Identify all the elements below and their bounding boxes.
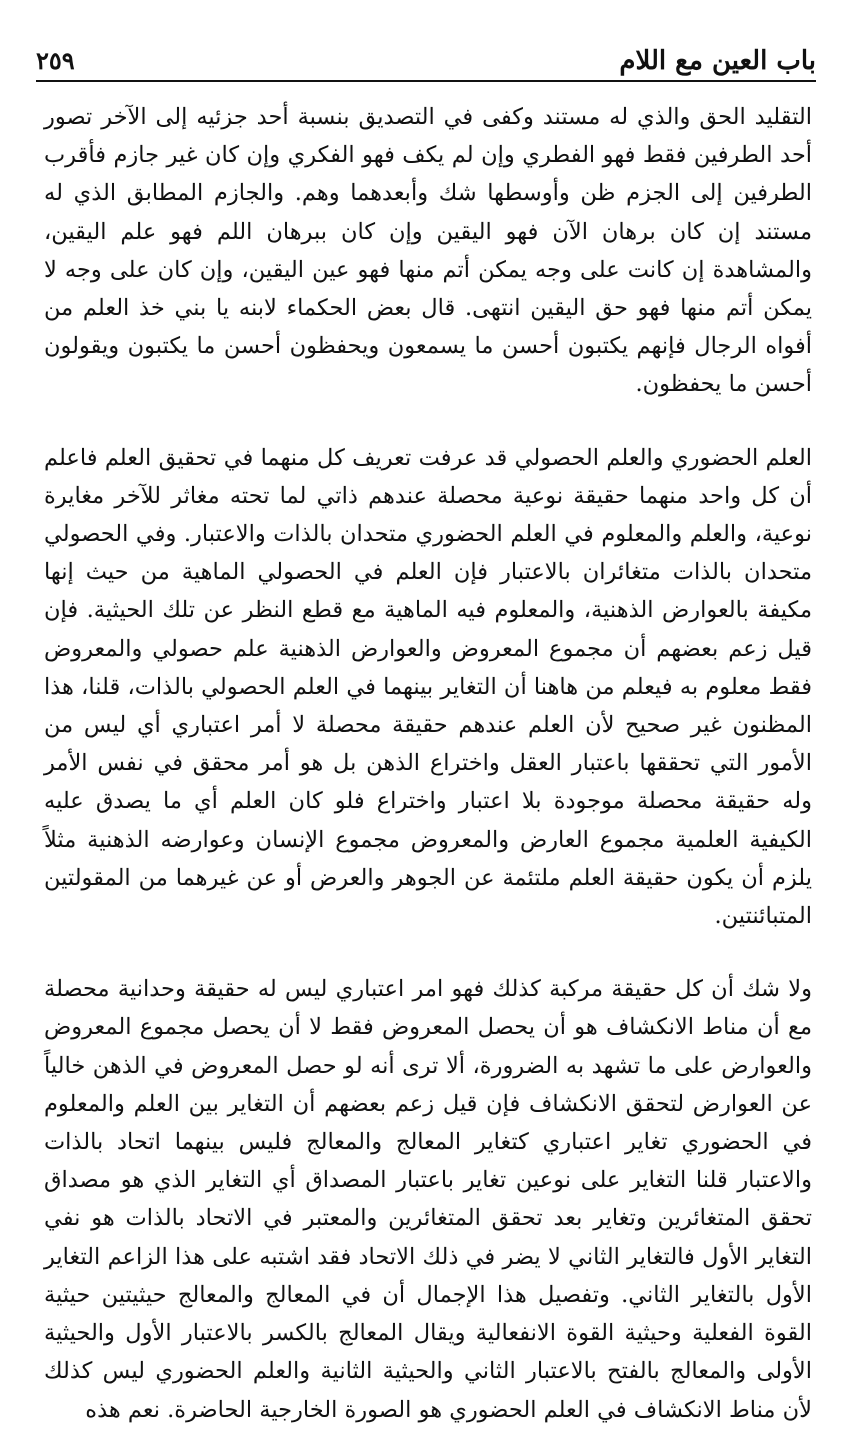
page-number: ٢٥٩ (36, 46, 75, 75)
running-header (36, 42, 816, 76)
paragraph: العلم الحضوري والعلم الحصولي قد عرفت تعريف كل منهما في تحقيق العلم فاعلم أن كل واحد منهما حقيقة نوعية محصلة عندهم ذاتي لما تحته مغاثر للآخر مغايرة نوعية، والعلم والمعلوم في العلم الحضوري متحدان بالذات والاعتبار. وفي الحصولي متحدان بالذات متغائران بالاعتبار فإن العلم في الحصولي الماهية من حيث إنها مكيفة بالعوارض الذهنية، والمعلوم فيه الماهية مع قطع النظر عن تلك الحيثية. فإن قيل زعم بعضهم أن مجموع المعروض والعوارض الذهنية علم حصولي والمعروض فقط معلوم به فيعلم من هاهنا أن التغاير بينهما في العلم الحصولي بالذات، قلنا، هذا المظنون غير صحيح لأن العلم عندهم حقيقة محصلة لا أمر اعتباري أي ليس من الأمور التي تحققها باعتبار العقل واختراع الذهن بل هو أمر محقق في نفس الأمر وله حقيقة محصلة موجودة بلا اعتبار واختراع فلو كان العلم أي ما يصدق عليه الكيفية العلمية مجموع العارض والمعروض مجموع الإنسان وعوارضه الذهنية مثلاً يلزم أن يكون حقيقة العلم ملتئمة عن الجوهر والعرض أو عن غيرهما من المقولتين المتبائنتين. (44, 444, 812, 930)
paragraph: ولا شك أن كل حقيقة مركبة كذلك فهو امر اعتباري ليس له حقيقة وحدانية محصلة مع أن مناط الانكشاف هو أن يحصل المعروض فقط لا أن يحصل مجموع المعروض والعوارض على ما تشهد به الضرورة، ألا ترى أنه لو حصل المعروض في الذهن خالياً عن العوارض لتحقق الانكشاف فإن قيل زعم بعضهم أن التغاير بين العلم والمعلوم في الحضوري تغاير اعتباري كتغاير المعالج والمعالج فليس بينهما اتحاد بالذات والاعتبار قلنا التغاير على نوعين تغاير باعتبار المصداق أي التغاير الذي هو مصداق تحقق المتغائرين وتغاير بعد تحقق المتغائرين والمعتبر في الاتحاد بالذات هو نفي التغاير الأول فالتغاير الثاني لا يضر في ذلك الاتحاد فقد اشتبه على هذا الزاعم التغاير الأول بالتغاير الثاني. وتفصيل هذا الإجمال أن في المعالج والمعالج حيثيتين حيثية القوة الفعلية وحيثية القوة الانفعالية ويقال المعالج بالكسر بالاعتبار الأول والحيثية الأولى والمعالج بالفتح بالاعتبار الثاني والحيثية الثانية والعلم الحضوري ليس كذلك لأن مناط الانكشاف في العلم الحضوري هو الصورة الخارجية الحاضرة. نعم هذه (44, 976, 812, 1423)
body-text (44, 98, 812, 1429)
paragraph: التقليد الحق والذي له مستند وكفى في التصديق بنسبة أحد جزئيه إلى الآخر تصور أحد الطرفين فقط فهو الفطري وإن لم يكف فهو الفكري وإن كان غير جازم فأقرب الطرفين إلى الجزم ظن وأوسطها شك وأبعدهما وهم. والجازم المطابق الذي له مستند إن كان برهان الآن فهو اليقين وإن كان ببرهان اللم فهو علم اليقين، والمشاهدة إن كانت على وجه يمكن أتم منها فهو عين اليقين، وإن كان على وجه لا يمكن أتم منها فهو حق اليقين انتهى. قال بعض الحكماء لابنه يا بني خذ العلم من أفواه الرجال فإنهم يكتبون أحسن ما يسمعون ويحفظون أحسن ما يكتبون ويقولون أحسن ما يحفظون. (44, 104, 812, 398)
header-title: باب العين مع اللام (619, 46, 816, 76)
header-divider (36, 80, 816, 82)
